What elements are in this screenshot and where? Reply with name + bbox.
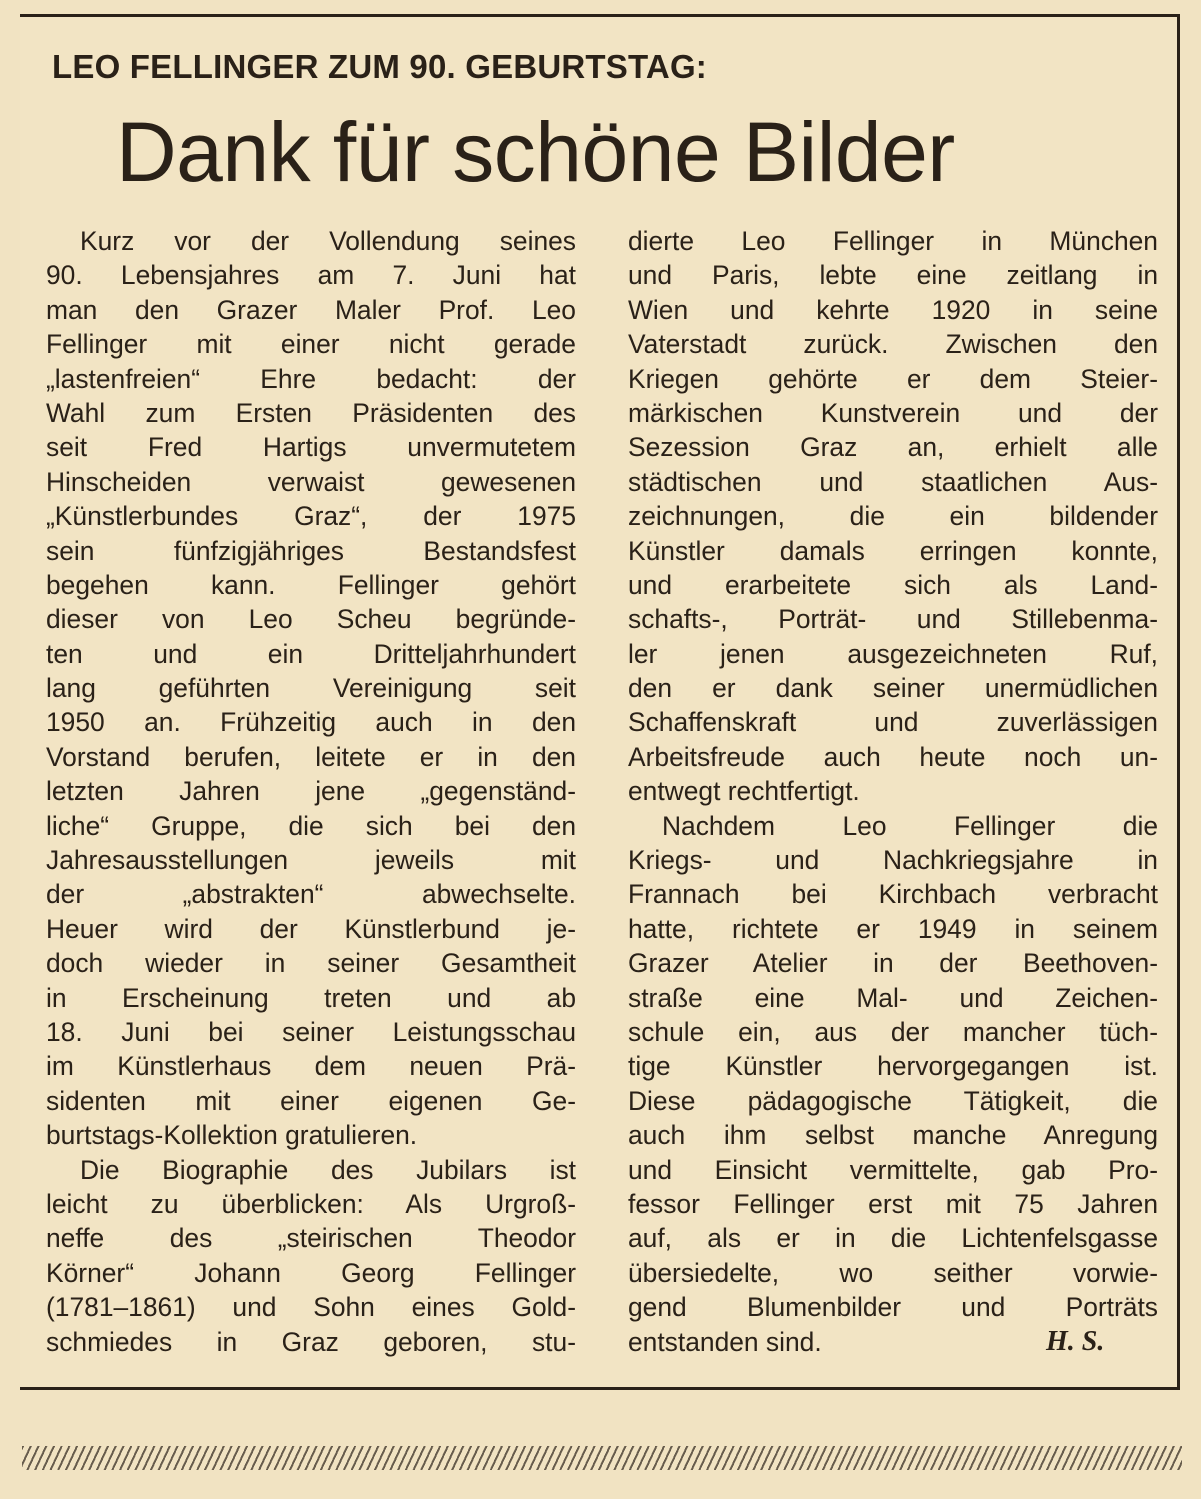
text-line	[628, 809, 1158, 843]
text-line-content: städtischen und staatlichen Aus-	[628, 466, 1158, 497]
text-line-content: straße eine Mal- und Zeichen-	[628, 982, 1158, 1013]
text-line-content: begehen kann. Fellinger gehört	[46, 569, 576, 600]
text-line-content: fessor Fellinger erst mit 75 Jahren	[628, 1188, 1158, 1219]
text-line	[46, 705, 576, 739]
text-line	[46, 499, 576, 533]
text-line-content: dieser von Leo Scheu begründe-	[46, 604, 576, 635]
article-column-right	[628, 224, 1158, 1359]
text-line	[628, 1015, 1158, 1049]
text-line-content: leicht zu überblicken: Als Urgroß-	[46, 1188, 576, 1219]
text-line	[628, 568, 1158, 602]
author-initials: H. S.	[1046, 1325, 1105, 1357]
text-line-content: liche“ Gruppe, die sich bei den	[46, 810, 576, 841]
text-line-content: Jahresausstellungen jeweils mit	[46, 845, 576, 876]
text-line-content: Wahl zum Ersten Präsidenten des	[46, 397, 576, 428]
text-line	[46, 809, 576, 843]
text-line	[628, 1118, 1158, 1152]
text-line-content: Körner“ Johann Georg Fellinger	[46, 1257, 576, 1288]
text-line	[628, 1153, 1158, 1187]
text-line	[628, 740, 1158, 774]
text-line	[628, 362, 1158, 396]
text-line-content: Arbeitsfreude auch heute noch un-	[628, 741, 1158, 772]
text-line-content: schmiedes in Graz geboren, stu-	[46, 1326, 576, 1357]
text-line	[46, 774, 576, 808]
text-line-content: burtstags-Kollektion gratulieren.	[46, 1120, 418, 1151]
text-line-content: Hinscheiden verwaist gewesenen	[46, 466, 576, 497]
article-headline: Dank für schöne Bilder	[116, 105, 955, 199]
text-line	[628, 912, 1158, 946]
text-line-content: Vorstand berufen, leitete er in den	[46, 741, 576, 772]
text-line	[46, 1084, 576, 1118]
text-line	[628, 258, 1158, 292]
text-line-content: Grazer Atelier in der Beethoven-	[628, 948, 1158, 979]
text-line-content: Vaterstadt zurück. Zwischen den	[628, 329, 1158, 360]
text-line	[628, 534, 1158, 568]
text-line	[46, 1290, 576, 1324]
text-line-content: ler jenen ausgezeichneten Ruf,	[628, 638, 1158, 669]
text-line-content: märkischen Kunstverein und der	[628, 397, 1158, 428]
text-line-content: in Erscheinung treten und ab	[46, 982, 576, 1013]
text-line-content: neffe des „steirischen Theodor	[46, 1223, 576, 1254]
text-line	[46, 1049, 576, 1083]
text-line-content: ten und ein Dritteljahrhundert	[46, 638, 576, 669]
text-line	[46, 1015, 576, 1049]
text-line-content: dierte Leo Fellinger in München	[628, 226, 1158, 256]
text-line-content: 18. Juni bei seiner Leistungsschau	[46, 1016, 576, 1047]
text-line	[628, 1187, 1158, 1221]
text-line	[46, 224, 576, 258]
article-kicker: LEO FELLINGER ZUM 90. GEBURTSTAG:	[52, 48, 707, 85]
text-line	[46, 1325, 576, 1359]
text-line	[46, 602, 576, 636]
text-line	[46, 1256, 576, 1290]
text-line-content: auch ihm selbst manche Anregung	[628, 1120, 1158, 1151]
text-line-content: seit Fred Hartigs unvermutetem	[46, 432, 576, 463]
text-line-content: schafts-, Porträt- und Stillebenma-	[628, 604, 1158, 635]
text-line	[628, 1290, 1158, 1324]
text-line-content: auf, als er in die Lichtenfelsgasse	[628, 1223, 1158, 1254]
text-line-content: den er dank seiner unermüdlichen	[628, 673, 1158, 704]
text-line	[628, 981, 1158, 1015]
text-line-content: und erarbeitete sich als Land-	[628, 569, 1158, 600]
text-line	[628, 327, 1158, 361]
article-column-left	[46, 224, 576, 1359]
text-line	[628, 705, 1158, 739]
text-line-content: gend Blumenbilder und Porträts	[628, 1292, 1158, 1323]
text-line	[628, 774, 1158, 808]
text-line	[628, 396, 1158, 430]
hatched-rule	[22, 1446, 1182, 1470]
text-line-content: (1781–1861) und Sohn eines Gold-	[46, 1292, 576, 1323]
text-line	[628, 1084, 1158, 1118]
text-line	[46, 671, 576, 705]
text-line-content: Künstler damals erringen konnte,	[628, 535, 1158, 566]
text-line-content: und Einsicht vermittelte, gab Pro-	[628, 1154, 1158, 1185]
text-line-content: „lastenfreien“ Ehre bedacht: der	[46, 363, 576, 394]
text-line	[46, 327, 576, 361]
text-line-content: entstanden sind.	[628, 1326, 822, 1357]
text-line	[46, 293, 576, 327]
text-line-content: man den Grazer Maler Prof. Leo	[46, 294, 576, 325]
text-line	[46, 1153, 576, 1187]
text-line	[46, 430, 576, 464]
text-line	[46, 843, 576, 877]
text-line-content: sidenten mit einer eigenen Ge-	[46, 1085, 576, 1116]
text-line-content: Fellinger mit einer nicht gerade	[46, 329, 576, 360]
text-line	[46, 534, 576, 568]
text-line	[46, 568, 576, 602]
text-line-content: und Paris, lebte eine zeitlang in	[628, 260, 1158, 291]
text-line	[46, 1187, 576, 1221]
text-line-content: hatte, richtete er 1949 in seinem	[628, 913, 1158, 944]
text-line	[628, 602, 1158, 636]
text-line	[628, 671, 1158, 705]
text-line-content: tige Künstler hervorgegangen ist.	[628, 1051, 1158, 1082]
text-line	[628, 224, 1158, 258]
text-line	[628, 499, 1158, 533]
text-line	[46, 740, 576, 774]
bottom-rule	[20, 1387, 1180, 1390]
text-line-content: Heuer wird der Künstlerbund je-	[46, 913, 576, 944]
text-line	[628, 1221, 1158, 1255]
text-line	[628, 1256, 1158, 1290]
text-line	[628, 946, 1158, 980]
text-line	[46, 465, 576, 499]
text-line-content: Frannach bei Kirchbach verbracht	[628, 879, 1158, 910]
text-line	[46, 1118, 576, 1152]
text-line-content: schule ein, aus der mancher tüch-	[628, 1016, 1158, 1047]
text-line	[628, 1325, 1158, 1359]
text-line	[628, 877, 1158, 911]
text-line-content: Diese pädagogische Tätigkeit, die	[628, 1085, 1158, 1116]
text-line-content: 1950 an. Frühzeitig auch in den	[46, 707, 576, 738]
text-line	[628, 430, 1158, 464]
text-line-content: Sezession Graz an, erhielt alle	[628, 432, 1158, 463]
text-line	[628, 1049, 1158, 1083]
text-line-content: zeichnungen, die ein bildender	[628, 501, 1158, 532]
text-line-content: entwegt rechtfertigt.	[628, 776, 860, 807]
text-line	[46, 637, 576, 671]
text-line	[628, 843, 1158, 877]
text-line	[628, 465, 1158, 499]
text-line-content: der „abstrakten“ abwechselte.	[46, 879, 576, 910]
text-line	[46, 1221, 576, 1255]
text-line-content: lang geführten Vereinigung seit	[46, 673, 576, 704]
text-line-content: letzten Jahren jene „gegenständ-	[46, 776, 576, 807]
text-line-content: Die Biographie des Jubilars ist	[80, 1154, 576, 1185]
text-line-content: 90. Lebensjahres am 7. Juni hat	[46, 260, 576, 291]
text-line-content: Wien und kehrte 1920 in seine	[628, 294, 1158, 325]
text-line	[46, 946, 576, 980]
text-line-content: Schaffenskraft und zuverlässigen	[628, 707, 1158, 738]
text-line-content: Nachdem Leo Fellinger die	[662, 810, 1158, 841]
text-line	[46, 396, 576, 430]
text-line	[628, 637, 1158, 671]
text-line-content: übersiedelte, wo seither vorwie-	[628, 1257, 1158, 1288]
text-line	[628, 293, 1158, 327]
text-line	[46, 877, 576, 911]
text-line-content: „Künstlerbundes Graz“, der 1975	[46, 501, 576, 532]
text-line-content: sein fünfzigjähriges Bestandsfest	[46, 535, 576, 566]
text-line-content: im Künstlerhaus dem neuen Prä-	[46, 1051, 576, 1082]
text-line	[46, 912, 576, 946]
text-line	[46, 981, 576, 1015]
text-line-content: Kriegs- und Nachkriegsjahre in	[628, 845, 1158, 876]
text-line	[46, 362, 576, 396]
text-line-content: doch wieder in seiner Gesamtheit	[46, 948, 576, 979]
text-line-content: Kriegen gehörte er dem Steier-	[628, 363, 1158, 394]
text-line-content: Kurz vor der Vollendung seines	[80, 226, 576, 256]
text-line	[46, 258, 576, 292]
